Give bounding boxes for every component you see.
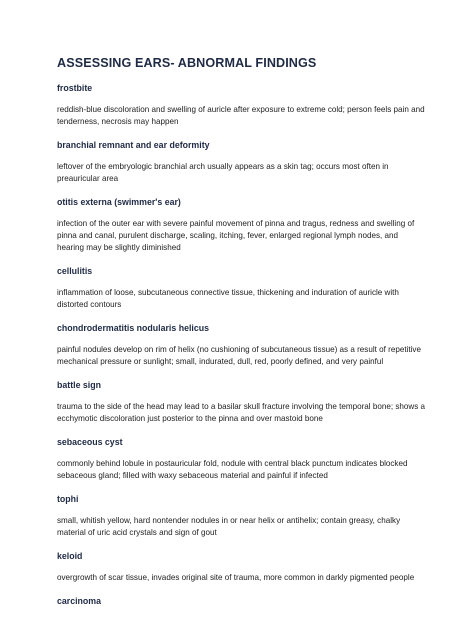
term-heading: chondrodermatitis nodularis helicus [57, 323, 210, 333]
term-definition: infection of the outer ear with severe painful movement of pinna and tragus, redness and swelling of pinna and canal, purulent discharge, scaling, itching, fever, enlarged regional lymph nodes, and hearing may be slightly diminished [57, 219, 415, 252]
list-item [57, 323, 427, 368]
term-heading: frostbite [57, 83, 93, 93]
term-definition: painful nodules develop on rim of helix (no cushioning of subcutaneous tissue) as a result of repetitive mechanical pressure or sunlight; small, indurated, dull, red, poorly defined, and very painful [57, 345, 421, 366]
term-heading: battle sign [57, 380, 101, 390]
term-heading: sebaceous cyst [57, 437, 123, 447]
list-item [57, 140, 427, 185]
document-page [57, 56, 427, 619]
term-definition: reddish-blue discoloration and swelling of auricle after exposure to extreme cold; person feels pain and tenderness, necrosis may happen [57, 105, 425, 126]
list-item [57, 266, 427, 311]
list-item [57, 494, 427, 539]
term-heading: cellulitis [57, 266, 93, 276]
term-definition: trauma to the side of the head may lead to a basilar skull fracture involving the temporal bone; shows a ecchymotic discoloration just posterior to the pinna and over mastoid bone [57, 402, 426, 423]
term-heading: tophi [57, 494, 79, 504]
term-definition: inflammation of loose, subcutaneous connective tissue, thickening and induration of auricle with distorted contours [57, 288, 399, 309]
term-heading: carcinoma [57, 596, 102, 606]
list-item [57, 380, 427, 425]
list-item [57, 83, 427, 128]
list-item [57, 197, 427, 254]
term-definition: overgrowth of scar tissue, invades original site of trauma, more common in darkly pigmented people [57, 573, 415, 582]
term-heading: otitis externa (swimmer's ear) [57, 197, 181, 207]
page-title: ASSESSING EARS- ABNORMAL FINDINGS [57, 56, 317, 70]
list-item [57, 551, 427, 584]
term-definition: small, whitish yellow, hard nontender nodules in or near helix or antihelix; contain greasy, chalky material of uric acid crystals and sign of gout [57, 516, 401, 537]
list-item [57, 596, 427, 607]
term-heading: keloid [57, 551, 83, 561]
term-definition: commonly behind lobule in postauricular fold, nodule with central black punctum indicates blocked sebaceous gland; filled with waxy sebaceous material and painful if infected [57, 459, 408, 480]
list-item [57, 437, 427, 482]
term-definition: leftover of the embryologic branchial arch usually appears as a skin tag; occurs most often in preauricular area [57, 162, 389, 183]
term-heading: branchial remnant and ear deformity [57, 140, 210, 150]
